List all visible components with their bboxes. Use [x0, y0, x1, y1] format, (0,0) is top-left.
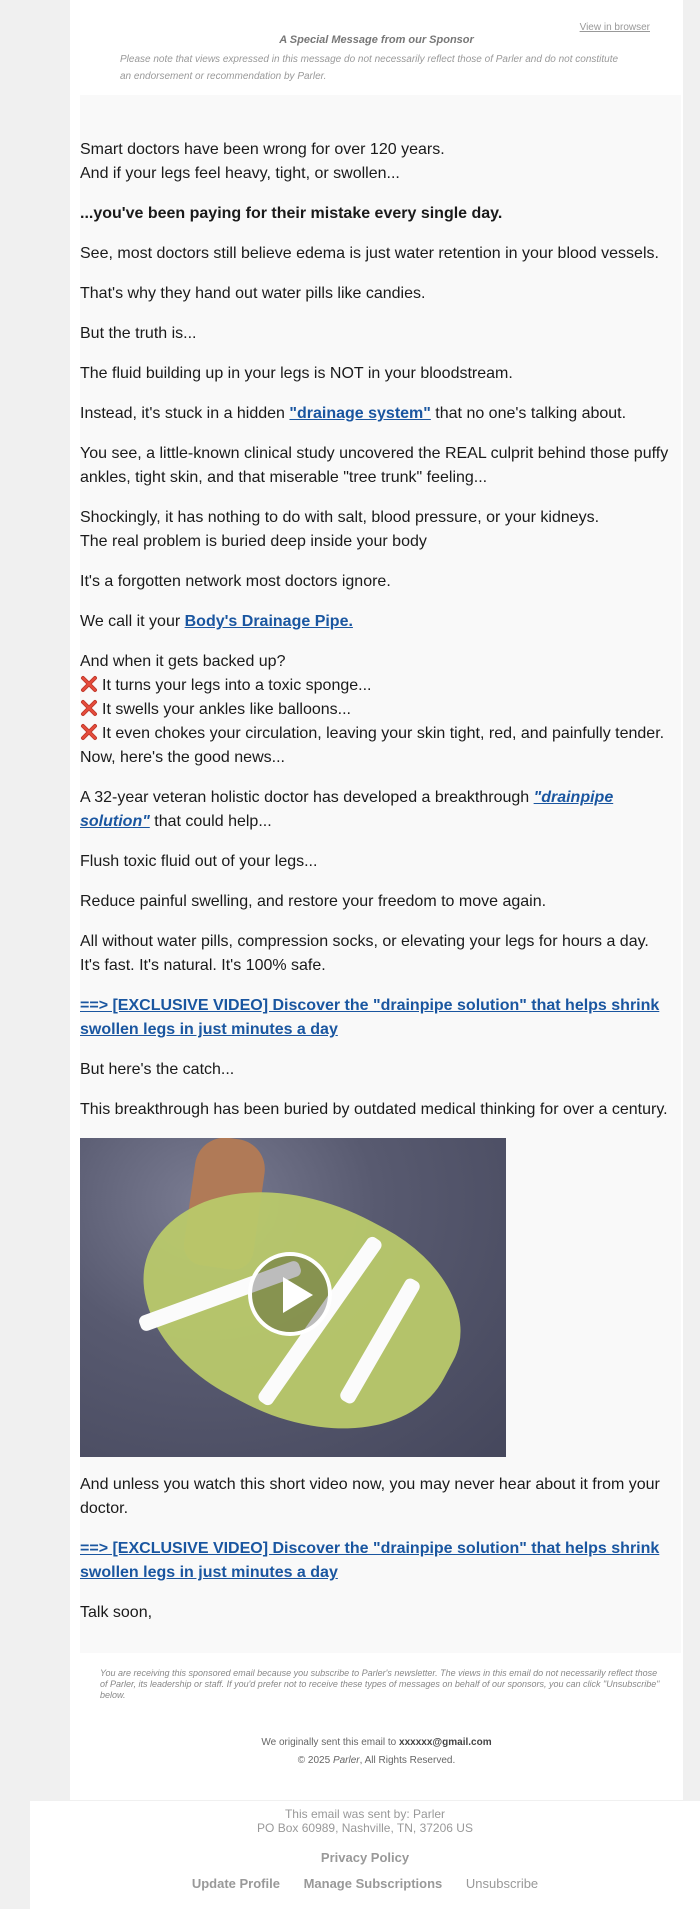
message-body: [80, 138, 680, 1641]
paragraph: Instead, it's stuck in a hidden "drainage system" that no one's talking about.: [80, 405, 627, 422]
recipient-email: xxxxxx@gmail.com: [399, 1737, 492, 1748]
manage-subscriptions-link[interactable]: Manage Subscriptions: [303, 1876, 443, 1891]
cross-mark-icon: [80, 723, 98, 741]
bullet-list: And when it gets backed up? It turns your legs into a toxic sponge... It swells your ankles like balloons... It even chokes your circulation, leaving your skin tight, red, and painfully tender. Now, here's the good news...: [80, 653, 665, 766]
paragraph: Smart doctors have been wrong for over 120 years. And if your legs feel heavy, tight, or swollen...: [80, 141, 445, 182]
paragraph: See, most doctors still believe edema is just water retention in your blood vessels.: [80, 245, 659, 262]
cta-paragraph: [80, 1537, 680, 1585]
drainpipe-solution-link[interactable]: "drainpipe solution": [80, 789, 614, 830]
update-profile-link[interactable]: Update Profile: [191, 1876, 280, 1891]
play-icon[interactable]: [248, 1252, 332, 1336]
cta-paragraph: [80, 994, 680, 1042]
sponsor-title: A Special Message from our Sponsor: [279, 34, 474, 46]
signoff: Talk soon,: [80, 1604, 153, 1621]
video-thumbnail[interactable]: [80, 1138, 506, 1457]
paragraph: And unless you watch this short video now, you may never hear about it from your doctor.: [80, 1476, 660, 1517]
exclusive-video-link[interactable]: ==> [EXCLUSIVE VIDEO] Discover the "drainpipe solution" that helps shrink swollen legs in just minutes a day: [80, 1540, 660, 1581]
cross-mark-icon: [80, 675, 98, 693]
email-footer: [30, 1801, 700, 1909]
paragraph: This breakthrough has been buried by outdated medical thinking for over a century.: [80, 1101, 668, 1118]
paragraph: The fluid building up in your legs is NOT in your bloodstream.: [80, 365, 513, 382]
message-content: [80, 95, 681, 1653]
paragraph: All without water pills, compression socks, or elevating your legs for hours a day. It's fast. It's natural. It's 100% safe.: [80, 933, 649, 974]
sent-to-line: We originally sent this email to xxxxxx@gmail.com: [261, 1737, 492, 1748]
paragraph: It's a forgotten network most doctors ignore.: [80, 573, 391, 590]
sponsored-email-notice: You are receiving this sponsored email because you subscribe to Parler's newsletter. The views in this email do not necessarily reflect those of Parler, its leadership or staff. If you'd prefer not to receive these types of messages on behalf of our sponsors, you can click "Unsubscribe" below.: [100, 1668, 660, 1700]
paragraph: We call it your Body's Drainage Pipe.: [80, 613, 353, 630]
drainage-pipe-link[interactable]: Body's Drainage Pipe.: [184, 613, 353, 630]
paragraph-bold: ...you've been paying for their mistake every single day.: [80, 205, 503, 222]
bullet-item: It swells your ankles like balloons...: [102, 701, 351, 718]
paragraph: You see, a little-known clinical study uncovered the REAL culprit behind those puffy ankles, tight skin, and that miserable "tree trunk" feeling...: [80, 445, 669, 486]
copyright: © 2025 Parler, All Rights Reserved.: [297, 1755, 456, 1766]
exclusive-video-link[interactable]: ==> [EXCLUSIVE VIDEO] Discover the "drainpipe solution" that helps shrink swollen legs in just minutes a day: [80, 997, 660, 1038]
sent-by-line: This email was sent by: Parler: [284, 1807, 446, 1821]
paragraph: That's why they hand out water pills like candies.: [80, 285, 426, 302]
paragraph: Reduce painful swelling, and restore your freedom to move again.: [80, 893, 547, 910]
paragraph: A 32-year veteran holistic doctor has developed a breakthrough "drainpipe solution" that could help...: [80, 789, 614, 830]
paragraph: But the truth is...: [80, 325, 197, 342]
drainage-system-link[interactable]: "drainage system": [289, 405, 431, 422]
unsubscribe-link[interactable]: Unsubscribe: [465, 1876, 539, 1891]
view-in-browser-link[interactable]: View in browser: [579, 22, 650, 33]
paragraph: Shockingly, it has nothing to do with salt, blood pressure, or your kidneys. The real problem is buried deep inside your body: [80, 509, 600, 550]
footer-links: [30, 1876, 700, 1891]
email-header: [70, 0, 683, 95]
paragraph: Flush toxic fluid out of your legs...: [80, 853, 318, 870]
paragraph: But here's the catch...: [80, 1061, 235, 1078]
postal-address: PO Box 60989, Nashville, TN, 37206 US: [257, 1821, 473, 1835]
sponsor-disclaimer: Please note that views expressed in this message do not necessarily reflect those of Parler and do not constitute an endorsement or recommendation by Parler.: [120, 54, 619, 82]
cross-mark-icon: [80, 699, 98, 717]
privacy-policy-link[interactable]: Privacy Policy: [320, 1850, 410, 1865]
bullet-item: It even chokes your circulation, leaving your skin tight, red, and painfully tender.: [102, 725, 665, 742]
email-card: [70, 0, 683, 1800]
bullet-item: It turns your legs into a toxic sponge...: [102, 677, 372, 694]
